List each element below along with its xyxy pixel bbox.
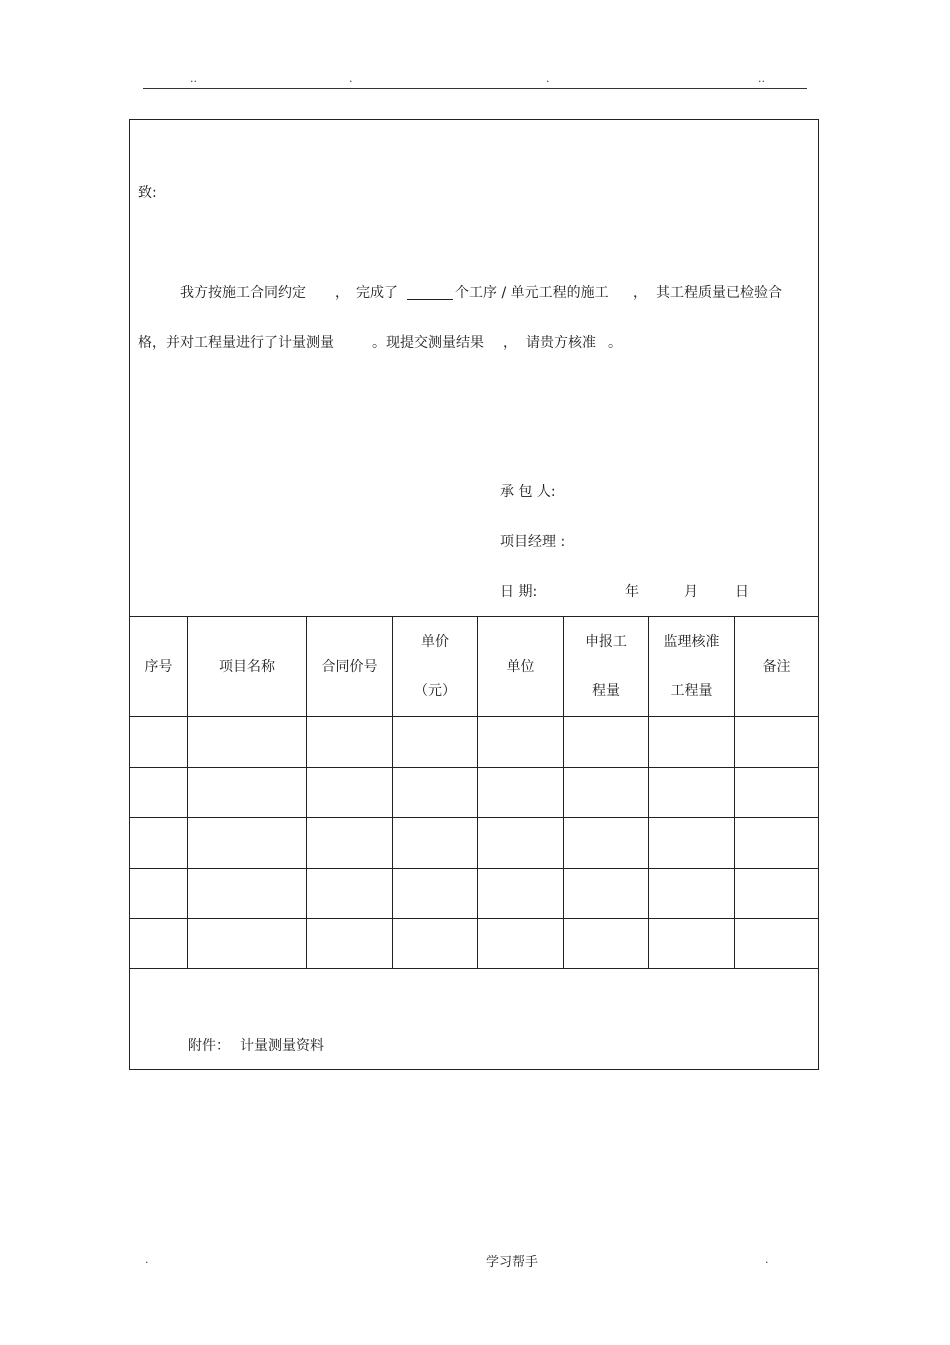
attachment-value: 计量测量资料 (240, 1038, 324, 1054)
header-cell-unit-price (393, 617, 477, 716)
header-unit-price-currency: （元） (414, 683, 456, 699)
table-row-divider (130, 767, 818, 768)
line2-part-3: 请贵方核准 (526, 335, 596, 351)
line2-part-2: 。现提交测量结果 (372, 335, 484, 351)
para-part-3: 个工序 / 单元工程的施工 (455, 285, 609, 301)
header-unit-price-label: 单价 (421, 634, 449, 650)
header-serial-label: 序号 (144, 658, 173, 675)
para-comma-1: ， (335, 285, 349, 301)
para-part-2: 完成了 (356, 285, 398, 301)
table-row-divider (130, 918, 818, 919)
table-row-divider (130, 817, 818, 818)
date-day: 日 (735, 584, 749, 600)
header-cell-item-name (188, 617, 306, 716)
header-cell-declared-quantity (564, 617, 648, 716)
header-mark-2: . (349, 72, 353, 85)
date-year: 年 (625, 584, 639, 600)
header-declared-quantity-line1: 申报工 (585, 634, 627, 650)
project-manager-label: 项目经理 : (500, 534, 566, 550)
line2-comma: ， (503, 335, 517, 351)
measurement-form (129, 119, 819, 1070)
to-label: 致: (138, 185, 157, 201)
footer-center-text: 学习帮手 (486, 1255, 539, 1270)
header-cell-remarks (735, 617, 818, 716)
header-approved-quantity-line1: 监理核准 (663, 634, 720, 650)
header-mark-3: . (546, 72, 550, 85)
header-rule (143, 88, 807, 89)
para-part-4: 其工程质量已检验合 (656, 285, 782, 301)
header-remarks-label: 备注 (762, 658, 791, 675)
header-cell-serial (130, 617, 187, 716)
para-part-1: 我方按施工合同约定 (180, 285, 306, 301)
header-contract-price-no-label: 合同价号 (321, 658, 378, 675)
footer-right-mark: . (765, 1253, 769, 1266)
header-unit-label: 单位 (506, 658, 535, 675)
header-mark-4: .. (758, 72, 765, 85)
header-cell-unit (478, 617, 563, 716)
header-declared-quantity-line2: 程量 (592, 683, 620, 699)
header-mark-1: .. (190, 72, 197, 85)
header-item-name-label: 项目名称 (219, 658, 275, 675)
header-approved-quantity-line2: 工程量 (670, 683, 713, 699)
contractor-label: 承 包 人: (500, 484, 556, 500)
table-bottom-border (130, 968, 818, 969)
date-month: 月 (684, 584, 698, 600)
line2-part-1: 格，并对工程量进行了计量测量 (138, 335, 334, 351)
footer-left-mark: . (145, 1253, 149, 1266)
para-comma-2: ， (633, 285, 647, 301)
line2-end: 。 (608, 335, 622, 351)
header-cell-approved-quantity (649, 617, 734, 716)
table-header-divider (130, 716, 818, 717)
attachment-label: 附件： (188, 1038, 230, 1054)
date-label: 日 期: (500, 584, 538, 600)
header-cell-contract-price-no (307, 617, 392, 716)
table-row-divider (130, 868, 818, 869)
paragraph-line-1 (180, 285, 306, 301)
fill-in-blank (407, 285, 453, 302)
